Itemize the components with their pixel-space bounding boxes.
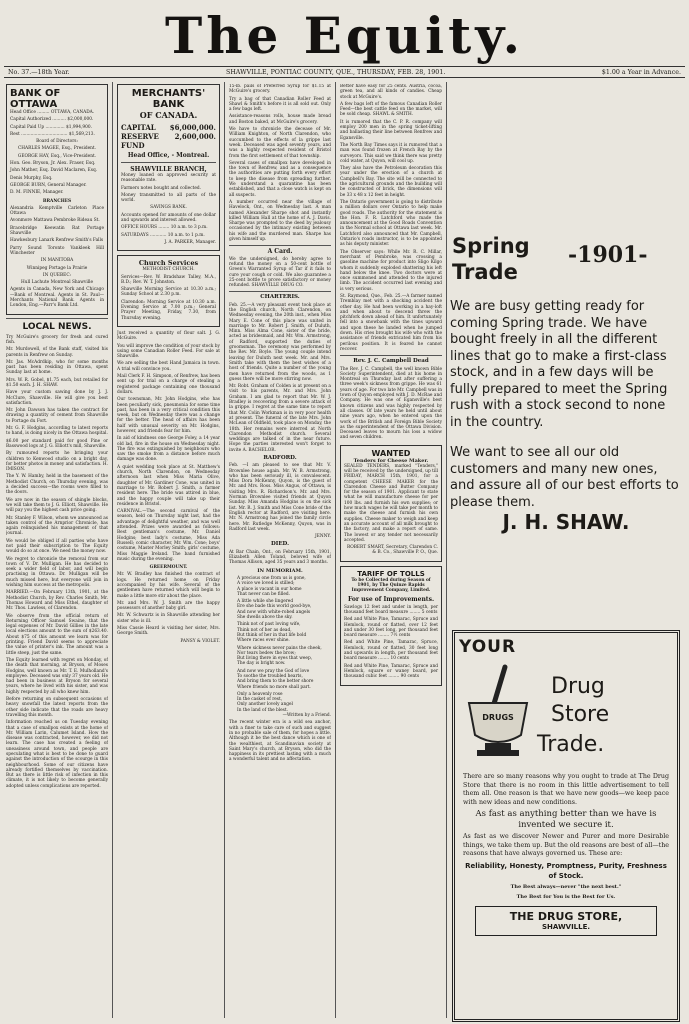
poem-line: And bring them to the better shore bbox=[237, 679, 314, 685]
wanted-signature: ROBERT SMART, Secretary, Clarendon C. & B. Co., Shawville P. O., Que. bbox=[347, 545, 438, 556]
news-item: They also have the Petroleum decoration this year under the erection of a church at Campbell's Bay. The site will be connected to the agricultural grounds and the building will be constructed of brick, the dimensions will be 33 x 48 x 12 feet in height. bbox=[340, 166, 442, 198]
memorial-poem bbox=[229, 576, 331, 713]
news-item: We are now in the season of shingle blocks, we will take them to J. G. Elliott, Shawville. He will pay you the highest cash price going. bbox=[6, 497, 108, 514]
drug-your: YOUR bbox=[459, 637, 517, 657]
poem-line: And now we pray the God of love bbox=[237, 668, 310, 674]
issue-number: No. 37.—18th Year. bbox=[8, 69, 70, 76]
news-item: $6.00 per standard paid for good Pine or Basswood logs at J. G. Elliott's mill, Shawville. bbox=[6, 438, 108, 449]
news-item: Have your custom sawing done by J. J. McClure, Shawville. He will give you best satisfaction. bbox=[6, 390, 108, 406]
divider bbox=[229, 291, 331, 292]
spring-ad-body bbox=[450, 299, 680, 511]
bank-line: Head Office ......... OTTAWA, CANADA. bbox=[10, 110, 95, 115]
branch-line: Hawkesbury Lanark Renfrew Smith's Falls bbox=[10, 238, 104, 244]
poem-line: Think not of her as dead, bbox=[237, 627, 292, 633]
poem-line: But think of her in that life bold bbox=[237, 632, 307, 638]
card-text: We the undersigned, do hereby agree to refund the money on a 50-cent bottle of Green's Warranted Syrup of Tar if it fails to cure your cough or cold. We also guarantee a 25-cent bottle to prove satisfactory or money refunded. SHAWVILLE DRUG CO. bbox=[229, 256, 331, 289]
savings-text: Accounts opened for amounts of one dollar and upwards and interest allowed. bbox=[121, 212, 216, 224]
wanted-title: WANTED bbox=[371, 448, 411, 458]
news-item: Our townsman, Mr. John Hodgins, who has been peculiarly sick, pneumonia for some time past, has been in a very critical condition this week, but on Wednesday there was a change for the better. The head of affairs has been half with unusual severity on Mr. Hodgins, however, and friends fear for him. bbox=[117, 397, 220, 434]
poem-line: Nor tears bedew the brow; bbox=[237, 650, 296, 656]
news-item: St. Raymond, Que., Feb. 25.—A farmer named Tremblay met with a shocking accident the other day. He had been working in a hay-loft and when about to descend threw the pitchfork down ahead of him. It unfortunately fell into a snowbank with the tines upward and upon these he landed when he jumped down. His cries brought his wife who with the assistance of friends extricated him from his perilous position. It is feared he cannot recover. bbox=[340, 293, 442, 352]
subscription-price: $1.00 a Year in Advance. bbox=[601, 69, 681, 76]
poem-line: In the casket of rest, bbox=[237, 697, 283, 703]
branch-line: Alexandria Kemptville Carleton Place Ottawa bbox=[10, 205, 104, 217]
capital-label: CAPITAL bbox=[121, 123, 156, 132]
news-item: You will improve the condition of your stock by using some Canadian Roller Feed. For sale at Shawville. bbox=[117, 343, 220, 360]
branch-line: Hull Lachute Montreal Shawville bbox=[20, 280, 94, 286]
news-item: The North Bay Times says it is rumored that a man was found frozen at French Bay by the surveyors. This said we think there was pretty cold water, at Quyon, will cool up. bbox=[340, 142, 442, 164]
trade-word: Trade bbox=[452, 260, 518, 284]
news-item: It is rumored that the C. P. R. company will employ 200 men in the spring ticket-lifting and ballasting their line between Renfrew and Egansville. bbox=[340, 119, 442, 141]
branch-line: Money transmitted to all parts of the world. bbox=[121, 192, 216, 204]
memoriam-heading: IN MEMORIAM. bbox=[257, 567, 303, 574]
wanted-text: SEALED TENDERS, marked "Tenders," will be received by the undersigned, up till FRIDAY, MARCH 15th, 1901, for a competent CHEESE MAKER for the Clarendon Cheese and Butter Company for the season of 1901. Applicant to state what he will manufacture cheese for per 100 lbs. and furnish his own supplies; or how much wages he will take per month to make the cheese and furnish his own supplies. Cheese maker to weigh and keep an accurate account of all milk brought to the factory, and make a report of same. The lowest or any tender not necessarily accepted. bbox=[344, 463, 438, 543]
bank-agents: Agents in Canada, New York and Chicago—Bank of Montreal. Agents in St. Paul—Merchants National Bank. Agents in London, Eng.—Parr's Bank Ltd. bbox=[10, 287, 104, 309]
news-item: Mr. W. Bradley has finished the contract of logs. He returned home on Friday accompanied by his wife. Several of the gentlemen have returned which will begin to make a little more stir about the place. bbox=[117, 572, 220, 599]
tariff-use-heading: For use of Improvements. bbox=[347, 595, 435, 603]
issue-place-date: SHAWVILLE, PONTIAC COUNTY, QUE., THURSDAY, FEB. 28, 1901. bbox=[226, 69, 446, 76]
branch-line: IN QUEBEC: bbox=[42, 272, 72, 278]
wanted-subtitle: Tenders for Cheese Maker. bbox=[353, 457, 429, 464]
poem-line: That never can be filled. bbox=[237, 591, 291, 597]
news-item: Better have easy for 25 cents. Austria, cocoa, green tea, and all kinds of candies. Cheap stock at McGuire's. bbox=[340, 84, 442, 100]
tariff-of-tolls-ad bbox=[340, 566, 442, 686]
bank-line: John Mather, Esq. David Maclaren, Esq. bbox=[10, 168, 98, 174]
local-news-heading: LOCAL NEWS. bbox=[22, 321, 92, 332]
drug-values: Reliability, Honesty, Promptness, Purity, Freshness of Stock. bbox=[465, 861, 667, 880]
correspondent-signoff: PANSY & VIOLET. bbox=[180, 638, 220, 644]
branch-line: Parry Sound Toronto Vankleek Hill Winchester bbox=[10, 245, 104, 256]
news-item: Mrs. W. R. Gobel, $1.75 each, but retailed for $1.50 each. J. H. SHAW. bbox=[6, 377, 108, 388]
tariff-row: Red and White Pine, Tamarac, Spruce and Hemlock, square or waney board, per thousand cubic feet ........ 90 cents bbox=[344, 663, 438, 680]
news-item: By rumoured reports he bringing your children to Kenwood studio on a bright day, for better photos in money and satisfaction. H. IMISON. bbox=[6, 451, 108, 473]
poem-line: Think not of past loving wife, bbox=[237, 622, 301, 628]
mortar-label: DRUGS bbox=[482, 713, 514, 722]
reserve-value: 2,600,000. bbox=[174, 132, 216, 141]
bank-line: Rest .................................. $1,569,213. bbox=[10, 131, 95, 137]
poem-line: A little while she lingered bbox=[237, 599, 294, 605]
column-rule bbox=[335, 82, 336, 1018]
poem-line: And now with white-robed angels bbox=[237, 609, 311, 615]
tariff-row: Sawlogs 12 feet and under in length, per thousand feet board measure ........ 5 cents bbox=[344, 604, 438, 615]
news-item: We have to chronicle the decease of Mr. William Knighton, of North Clarendon, who succumbed to the effects of la grippe last week. Deceased was aged seventy years, and was a highly respected resident of Bristol from the first settlement of that township. bbox=[229, 127, 331, 159]
column-4 bbox=[340, 84, 442, 1020]
column-rule bbox=[112, 82, 113, 1018]
poem-line: Only a heavenly rose bbox=[237, 691, 283, 697]
column-3 bbox=[229, 84, 331, 1020]
poem-line: Only another lovely angel bbox=[237, 702, 293, 708]
poem-line: The day is bright now. bbox=[237, 661, 286, 667]
drug-store-name-box bbox=[475, 906, 657, 936]
news-item: Try McGuire's grocery for fresh and cured fish. bbox=[6, 334, 108, 345]
bank-line: GEORGE HAY, Esq., Vice-President. bbox=[17, 153, 97, 159]
obituary-heading: Rev. J. C. Campbell Dead bbox=[353, 358, 429, 365]
drug-paragraph: As fast as we discover Newer and Purer and more Desirable things, we take them up. But the old reasons are best of all—the reasons that have always governed us. These are: bbox=[463, 833, 669, 857]
bank-line: Hon. Geo. Bryson, Jr. Alex. Fraser, Esq. bbox=[10, 161, 96, 167]
poem-line: Where races ever shine. bbox=[237, 638, 290, 644]
column-rule bbox=[224, 82, 225, 1018]
poem-line: A voice we loved is stilled; bbox=[237, 581, 295, 587]
drug-slogan: The Best always—never "the next best." bbox=[510, 883, 622, 890]
died-heading: DIED. bbox=[270, 541, 290, 548]
bank-line: D. M. FINNIE, Manager. bbox=[10, 190, 64, 196]
news-item: Just received a quantity of flour salt. J. G. McGuire. bbox=[117, 330, 220, 342]
spring-trade-ad bbox=[450, 204, 682, 704]
merchants-bank-title: MERCHANTS' BANK bbox=[131, 88, 206, 110]
reserve-label: RESERVE FUND bbox=[121, 132, 159, 150]
charteris-text: Feb. 25.—A very pleasant event took place at the English church, North Clarendon, on Wednesday evening, the 20th inst., when Miss Mary E. Cone of this place was united in marriage to Mr. Robert J. Smith, of Duluth, Minn. Miss Alma Cone, sister of the bride, acted as bridesmaid, and Mr. Wm. Armstrong, of Radford, supported the duties of groomsman. The ceremony was performed by the Rev. Mr. Boyle. The young couple intend leaving for Duluth next week. Mr. and Mrs. Smith take with them the best wishes of a host of friends. Quite a number of the young men have returned from the woods, as 1 guess there will be more stirring now. bbox=[229, 302, 331, 382]
church-services-title: Church Services bbox=[138, 259, 199, 268]
drug-store-name: THE DRUG STORE, bbox=[509, 909, 623, 923]
news-item: 15-lb. pails of Preferred Syrup for $1.15 at McGuire's grocery. bbox=[229, 84, 331, 95]
dateline-bar bbox=[4, 66, 685, 78]
bank-line: GEORGE BURN, General Manager. bbox=[10, 182, 87, 188]
news-item: Mr. Murdowell, of the Bank staff, visited his parents in Renfrew on Sunday. bbox=[6, 347, 108, 358]
poem-signoff: —Written by a Friend. bbox=[282, 713, 331, 719]
column-rule bbox=[446, 82, 447, 1018]
church-line: Clarendon: Morning Service at 10.30 a.m. Evening Service at 7.00 p.m.; General Prayer Meeting, Friday, 7.30, from Thursday evening. bbox=[121, 299, 216, 321]
bank-of-ottawa-ad bbox=[6, 84, 108, 315]
poem-line: A place is vacant in our home bbox=[237, 586, 302, 592]
tariff-subtitle: To be Collected during Season of 1901, by The Quinze Rapids Improvement Company, Limited. bbox=[351, 577, 431, 594]
spring-heading-line1 bbox=[452, 234, 530, 259]
drug-store-town: SHAWVILLE. bbox=[541, 922, 591, 931]
spring-ad-signature: J. H. SHAW. bbox=[502, 510, 630, 534]
savings-title: SAVINGS BANK. bbox=[150, 205, 187, 211]
spring-word: Spring bbox=[452, 234, 530, 258]
news-item: Before returning on subsequent occasions of heavy snowfall the latest reports from the other side indicate that the roads are heavy travelling this month. bbox=[6, 697, 108, 718]
store-word: Store bbox=[551, 702, 610, 727]
branches-heading: BRANCHES bbox=[42, 198, 72, 204]
radford-heading: RADFORD. bbox=[263, 455, 297, 461]
spring-paragraph: We want to see all our old customers and many new ones, and assure all of our best efforts to please them. bbox=[450, 445, 679, 510]
news-item: Mr. John Dawson has taken the contract for drawing a quantity of cement from Shawville to Portage du Fort. bbox=[6, 408, 108, 424]
tariff-title: TARIFF OF TOLLS bbox=[357, 569, 425, 578]
bank-line: CHARLES MAGEE, Esq., President. bbox=[17, 146, 97, 152]
died-text: At Bar Chain, Ont., on February 15th, 1901, Elizabeth Allen Toland, beloved wife of Thomas Allison, aged 35 years and 3 months. bbox=[229, 549, 331, 566]
bank-line: Capital Authorized .......... $2,000,000. bbox=[10, 117, 94, 123]
branch-line: Farmers notes bought and collected. bbox=[121, 185, 201, 191]
news-item: MARRIED.—On February 13th, 1901, at the Methodist Church, by Rev. Charles Smith, Mr. Thomas Howard and Miss Ethel, daughter of Mr. Thos. Lawless, of Clarendon. bbox=[6, 590, 108, 612]
news-item: We regret to chronicle the removal from our town of V. Dr. Mulligan. He has decided to seek a wider field of labor, and will begin practising in Ottawa. Dr. Mulligan will be much missed here, but everyone will join in wishing him success at the metropolis. bbox=[6, 556, 108, 589]
news-item: Mr. Jas. McAdrdkip, who for some months past has been residing in Ottawa, spent Sunday last at home. bbox=[6, 359, 108, 376]
church-line: METHODIST CHURCH. bbox=[142, 267, 195, 273]
news-item: A quiet wedding took place at St. Matthew's church, North Clarendon, on Wednesday afternoon last when Miss Maria Olive, daughter of Mr. Gardiner Cone, was united in marriage to Mr. Robert J. Smith, a farmer resident here. The bride was attired in blue, and the happy couple will take up their residence in Bristol. bbox=[117, 464, 220, 507]
reserve-row bbox=[121, 132, 216, 150]
news-item: In aid of kindness one George Foley, a 14 year old lad, fire in the house on Wednesday night. The fire was extinguished by neighbours who saw the smoke from a distance before much damage was done. bbox=[117, 436, 220, 463]
office-hours: SATURDAYS ............ 10 a.m. to 1 p.m. bbox=[121, 232, 205, 238]
news-item: Several cases of smallpox have developed in the town of Renfrew, and as a consequence the authorities are putting forth every effort to keep the disease from spreading further. We understand a quarantine has been established, and that a close watch is kept on all suspects. bbox=[229, 160, 331, 198]
capital-value: $6,000,000. bbox=[169, 123, 216, 132]
masthead-title: The Equity. bbox=[164, 6, 524, 65]
trade-word: Trade. bbox=[537, 732, 605, 757]
news-item: Mr. G. F. Hodgins, according to latest reports to hand, is doing nicely in the Ottawa hospital. bbox=[6, 426, 108, 437]
church-services-box bbox=[117, 255, 220, 327]
wanted-ad bbox=[340, 445, 442, 562]
news-item: Mr. and Mrs. W. J. Smith are the happy possessors of another baby girl. bbox=[117, 600, 220, 612]
poem-line: Ere she bade this world good-bye, bbox=[237, 604, 312, 610]
branch-title: SHAWVILLE BRANCH, bbox=[130, 166, 207, 173]
news-item: Information reached us on Tuesday evening that a case of smallpox exists at the home of Mr. William Larin, Calumet Island. How the disease was contracted, however, we did not learn. The case has created a feeling of uneasiness around town, and people are speculating what is best to be done to guard against the introduction of the scourge in this neighbourhood. Some of our citizens have already fortified themselves by vaccination. But as there is little risk of infection in this climate, it is not likely to become generally adopted unless complications are reported. bbox=[6, 720, 108, 789]
bank-line: Denis Murphy, Esq. bbox=[10, 175, 53, 181]
bank-of-ottawa-title: BANK OF OTTAWA bbox=[10, 88, 61, 110]
news-item: The Ontario government is going to distribute a million dollars over Ontario to help make good roads. The authority for the statement is the Hon. F. R. Latchford who made the announcement at the Good Roads Convention in the Normal school at Ottawa last week. Mr. Latchford also announced that Mr. Campbell, Ontario's roads instructor, is to be appointed as his deputy minister. bbox=[340, 199, 442, 248]
branch-line: Avonmore Mattawa Pembroke Rideau St. bbox=[10, 218, 100, 224]
tariff-row: Red and White Pine, Tamarac, Spruce, Hemlock, round or flatted, 30 feet long and upwards in length, per thousand feet board measure ........ 10 cents bbox=[344, 640, 438, 662]
spring-heading-line2 bbox=[452, 260, 518, 285]
branch-line: Bracebridge Keewatin Rat Portage Shawville bbox=[10, 225, 104, 237]
divider bbox=[340, 355, 442, 356]
news-item: Mail Clerk F. H. Simpson, of Renfrew, has been sent up for trial on a charge of stealing a registered package containing one thousand dollars. bbox=[117, 374, 220, 395]
charteris-heading: CHARTERIS. bbox=[260, 294, 300, 301]
drug-paragraph: There are so many reasons why you ought to trade at The Drug Store that there is no room in this little advertisement to tell them all. One reason is that we have new goods—we keep pace with new ideas and new conditions. bbox=[463, 773, 669, 806]
poem-line: Where friends no more shall part. bbox=[237, 684, 311, 690]
branch-line: Winnipeg Portage la Prairie bbox=[26, 265, 88, 271]
news-item: CARNIVAL.—The second carnival of the season, held on Thursday night last, had the advantage of delightful weather, and was well attended. Prizes were awarded as follows: Best gentleman's costume, Mr. Daniel Hodgins; best lady's costume, Miss Ada Russell; comic character, Mr. Wm. Cone; boys' costume, Master Morley Smith; girls' costume, Miss Maggie Ireland. The band furnished music during the evening. bbox=[117, 509, 220, 562]
drug-ad-body bbox=[463, 771, 669, 936]
poem-line: In the land of the blest. bbox=[237, 707, 288, 713]
news-item: Try a bag of that Canadian Roller Feed at Shawl & Smith's before it is all sold out. Only a few bags left. bbox=[229, 96, 331, 113]
poem-line: To soothe the troubled hearts, bbox=[237, 673, 303, 679]
column-1 bbox=[6, 84, 108, 1020]
section-heading: GREERMOUNT. bbox=[149, 565, 188, 571]
church-line: Services—Rev. W. Bradshaw Talley, M.A., B.D.; Rev. W. T. Johnston. bbox=[121, 274, 216, 285]
tariff-row: Red and White Pine, Tamarac, Spruce and Hemlock, round or flatted, over 12 feet and under 30 feet long, per thousand feet board measure ........ 7½ cents bbox=[344, 617, 438, 639]
bank-line: Capital Paid Up .............. $1,994,900. bbox=[10, 124, 92, 130]
radford-signoff: JENNY. bbox=[314, 534, 331, 540]
news-item: We would be obliged if all parties who have not paid their subscription to The Equity would do so at once. We need the money now. bbox=[6, 538, 108, 555]
mortar-pestle-icon bbox=[463, 663, 533, 763]
head-office: Head Office, - Montreal. bbox=[127, 152, 210, 159]
poem-line: A precious one from us is gone, bbox=[237, 575, 306, 581]
news-item: The Y. W. Hamby, held in the basement of the Methodist Church, on Thursday evening, was a decided success—the rooms were filled to the doors. bbox=[6, 474, 108, 496]
branch-line: Money loaned on approved security at reasonable rate. bbox=[121, 173, 216, 184]
drug-store-ad bbox=[452, 630, 680, 1022]
news-item: Mr. Stanley F. Wilson, whom we announced as taken control of the Arnprior Chronicle, has again relinquished his management of that journal. bbox=[6, 515, 108, 537]
capital-row bbox=[121, 123, 216, 132]
poem-line: She dwells above the sky. bbox=[237, 615, 293, 621]
column-2 bbox=[117, 84, 220, 1020]
bank-manager: J. A. PARKER, Manager. bbox=[164, 239, 216, 245]
merchants-bank-subtitle: OF CANADA. bbox=[139, 110, 198, 120]
poem-line: Where sickness never pains the cheek, bbox=[237, 645, 322, 651]
news-item: The Equity learned with regret on Monday, of the death that morning, at Bryson, of Moses Hodgins, well known as Mr. T. E. Mulholland's employee. Deceased was only 37 years old. He had been in business at Bryson for several years, where he lived with his sister, and was highly respected by all who knew him. bbox=[6, 657, 108, 695]
news-item: Miss Cassie Heard is visiting her sister, Mrs. George Smith. bbox=[117, 626, 220, 637]
news-item: Mr. W. Schwartz is in Shawville attending her sister who is ill. bbox=[117, 613, 220, 624]
church-line: Shawville Morning Service at 10.30 a.m.; Sunday School at 2.30 p.m. bbox=[121, 287, 216, 298]
drug-slogan: The Best for You is the Best for Us. bbox=[516, 894, 616, 900]
merchants-bank-ad bbox=[117, 84, 220, 251]
spring-paragraph: We are busy getting ready for coming Spring trade. We have bought freely in all the different lines that go to make a first-class stock, and in a few days will be fully prepared to meet the Spring rush with a stock second to none in the country. bbox=[450, 299, 668, 430]
news-item: The recent winter era is a wild sea anchor, with a finer to take care of such and suggest in no probable sale of them, for hopes a little. Although it be the best dance which is one of the wealthiest, at Scandinavian society at Saint Mary's church, at Bryson, who did the happiness in its prettiest lasting with a much a wonderful talent and no affectation. bbox=[229, 720, 331, 763]
divider bbox=[6, 318, 108, 319]
card-heading: A Card. bbox=[267, 248, 293, 256]
news-item: We are selling the best Hand Jamaica in town. A trial will convince you. bbox=[117, 361, 220, 372]
obituary-text: The Rev. J. C. Campbell, the well known Bible Society Superintendent, died at his home in Montreal on Thursday last after suffering a three week's sickness from grippe. He was 61 years of age. For two late Mr. Campbell was in town of Quyon employed with J. D. McRae and Company. He was one of Egansville's best known citizens and was highly respected by all classes. Of late years he held until about nine years ago, when he entered upon the work of the British and Foreign Bible Society as the superintendent of the Ottawa Division. Deceased leaves to mourn his loss a widow and seven children. bbox=[340, 366, 442, 441]
drug-word: Drug bbox=[551, 674, 605, 699]
news-item: The Observer says: While Mr. R. C. Millar, merchant of Pembroke, was crossing a gasoline machine for product into Sligo Kilgo whom it suddenly exploded shattering his left hand below the knee. Two doctors were at once summoned and attended to the injured limb. The accident occurred last evening and is very serious. bbox=[340, 249, 442, 292]
manitoba-heading: IN MANITOBA bbox=[40, 258, 74, 264]
drug-paragraph: As fast as anything better than we have is invented we secure it. bbox=[475, 809, 657, 830]
divider bbox=[229, 245, 331, 246]
bank-line: Board of Directors: bbox=[36, 139, 78, 145]
office-hours: OFFICE HOURS ........ 10 a.m. to 3 p.m. bbox=[121, 225, 208, 231]
news-item: A few bags left of the famous Canadian Roller Feed—the best cattle feed on the market, will be sold cheap. SHAWL & SMITH. bbox=[340, 101, 442, 118]
news-item: A number occurred near the village of Havelock, Ont., on Wednesday last. A man named Alexander Sharpe shot and instantly killed William Hall at the home of A. J. Davis. Sharpe was prompted to the deed by jealousy occasioned by the intimacy existing between his wife and the murdered man. Sharpe has given himself up. bbox=[229, 199, 331, 243]
news-item: We observe from the official return of Returning Officer Samuel Swaine, that the legal expenses of Mr. David Gillies in the late local elections amount to the sum of $263.40. About $75 of this amount we learn was for printing. Friend David seems to appreciate the value of printer's ink. The amount was a little steep, just the same. bbox=[6, 613, 108, 656]
charteris-text: Mr. Robt. Graham of Colden is at present on a visit to his parents, Mr. and Mrs. John Graham. I am glad to report that Mr. W. J. Bradley is recovering from a severe attack of la grippe. I regret at the same time to report that Mr. Colin Workman is in very poor health at present. The funeral of the late Mrs. John McLean of Oldfield, took place on Monday, the 18th. Her remains were interred at North Clarendon Methodist church. Several weddings are talked of in the near future. Hope the parties interested won't forget to invite A. BACHELOR. bbox=[229, 384, 331, 453]
advertisement-column bbox=[450, 84, 682, 1020]
radford-text: Feb. —I am pleased to see that Mr. V. Brownlee house again. Mr. W. B. Armstrong, who has been seriously ill, is convalescent. Miss Dora McKenny, Quyon, is the guest of Mr. and Mrs. Ross. Miss Angus, of Ottawa, is visiting Mrs. R. Richardson's. Mr. and Mrs. Norman Brownlee visited friends at Quyon Sunday. Miss Amanda Hodgins is on the sick list. Mr. R. J. Smith and Miss Cone bride of the English rector at Radford, are visiting here. Mr. N. Armstrong has joined the family circle here. Mr. Rutledge McKenny, Quyon, was in Radford last week. bbox=[229, 463, 331, 532]
spring-year: -1901- bbox=[568, 242, 648, 268]
news-item: Assistance-reasons rolls, house made bread and Boston baked, at McGuire's grocery. bbox=[229, 114, 331, 125]
poem-line: But living there in eyes that weep, bbox=[237, 656, 313, 662]
divider bbox=[121, 162, 216, 163]
